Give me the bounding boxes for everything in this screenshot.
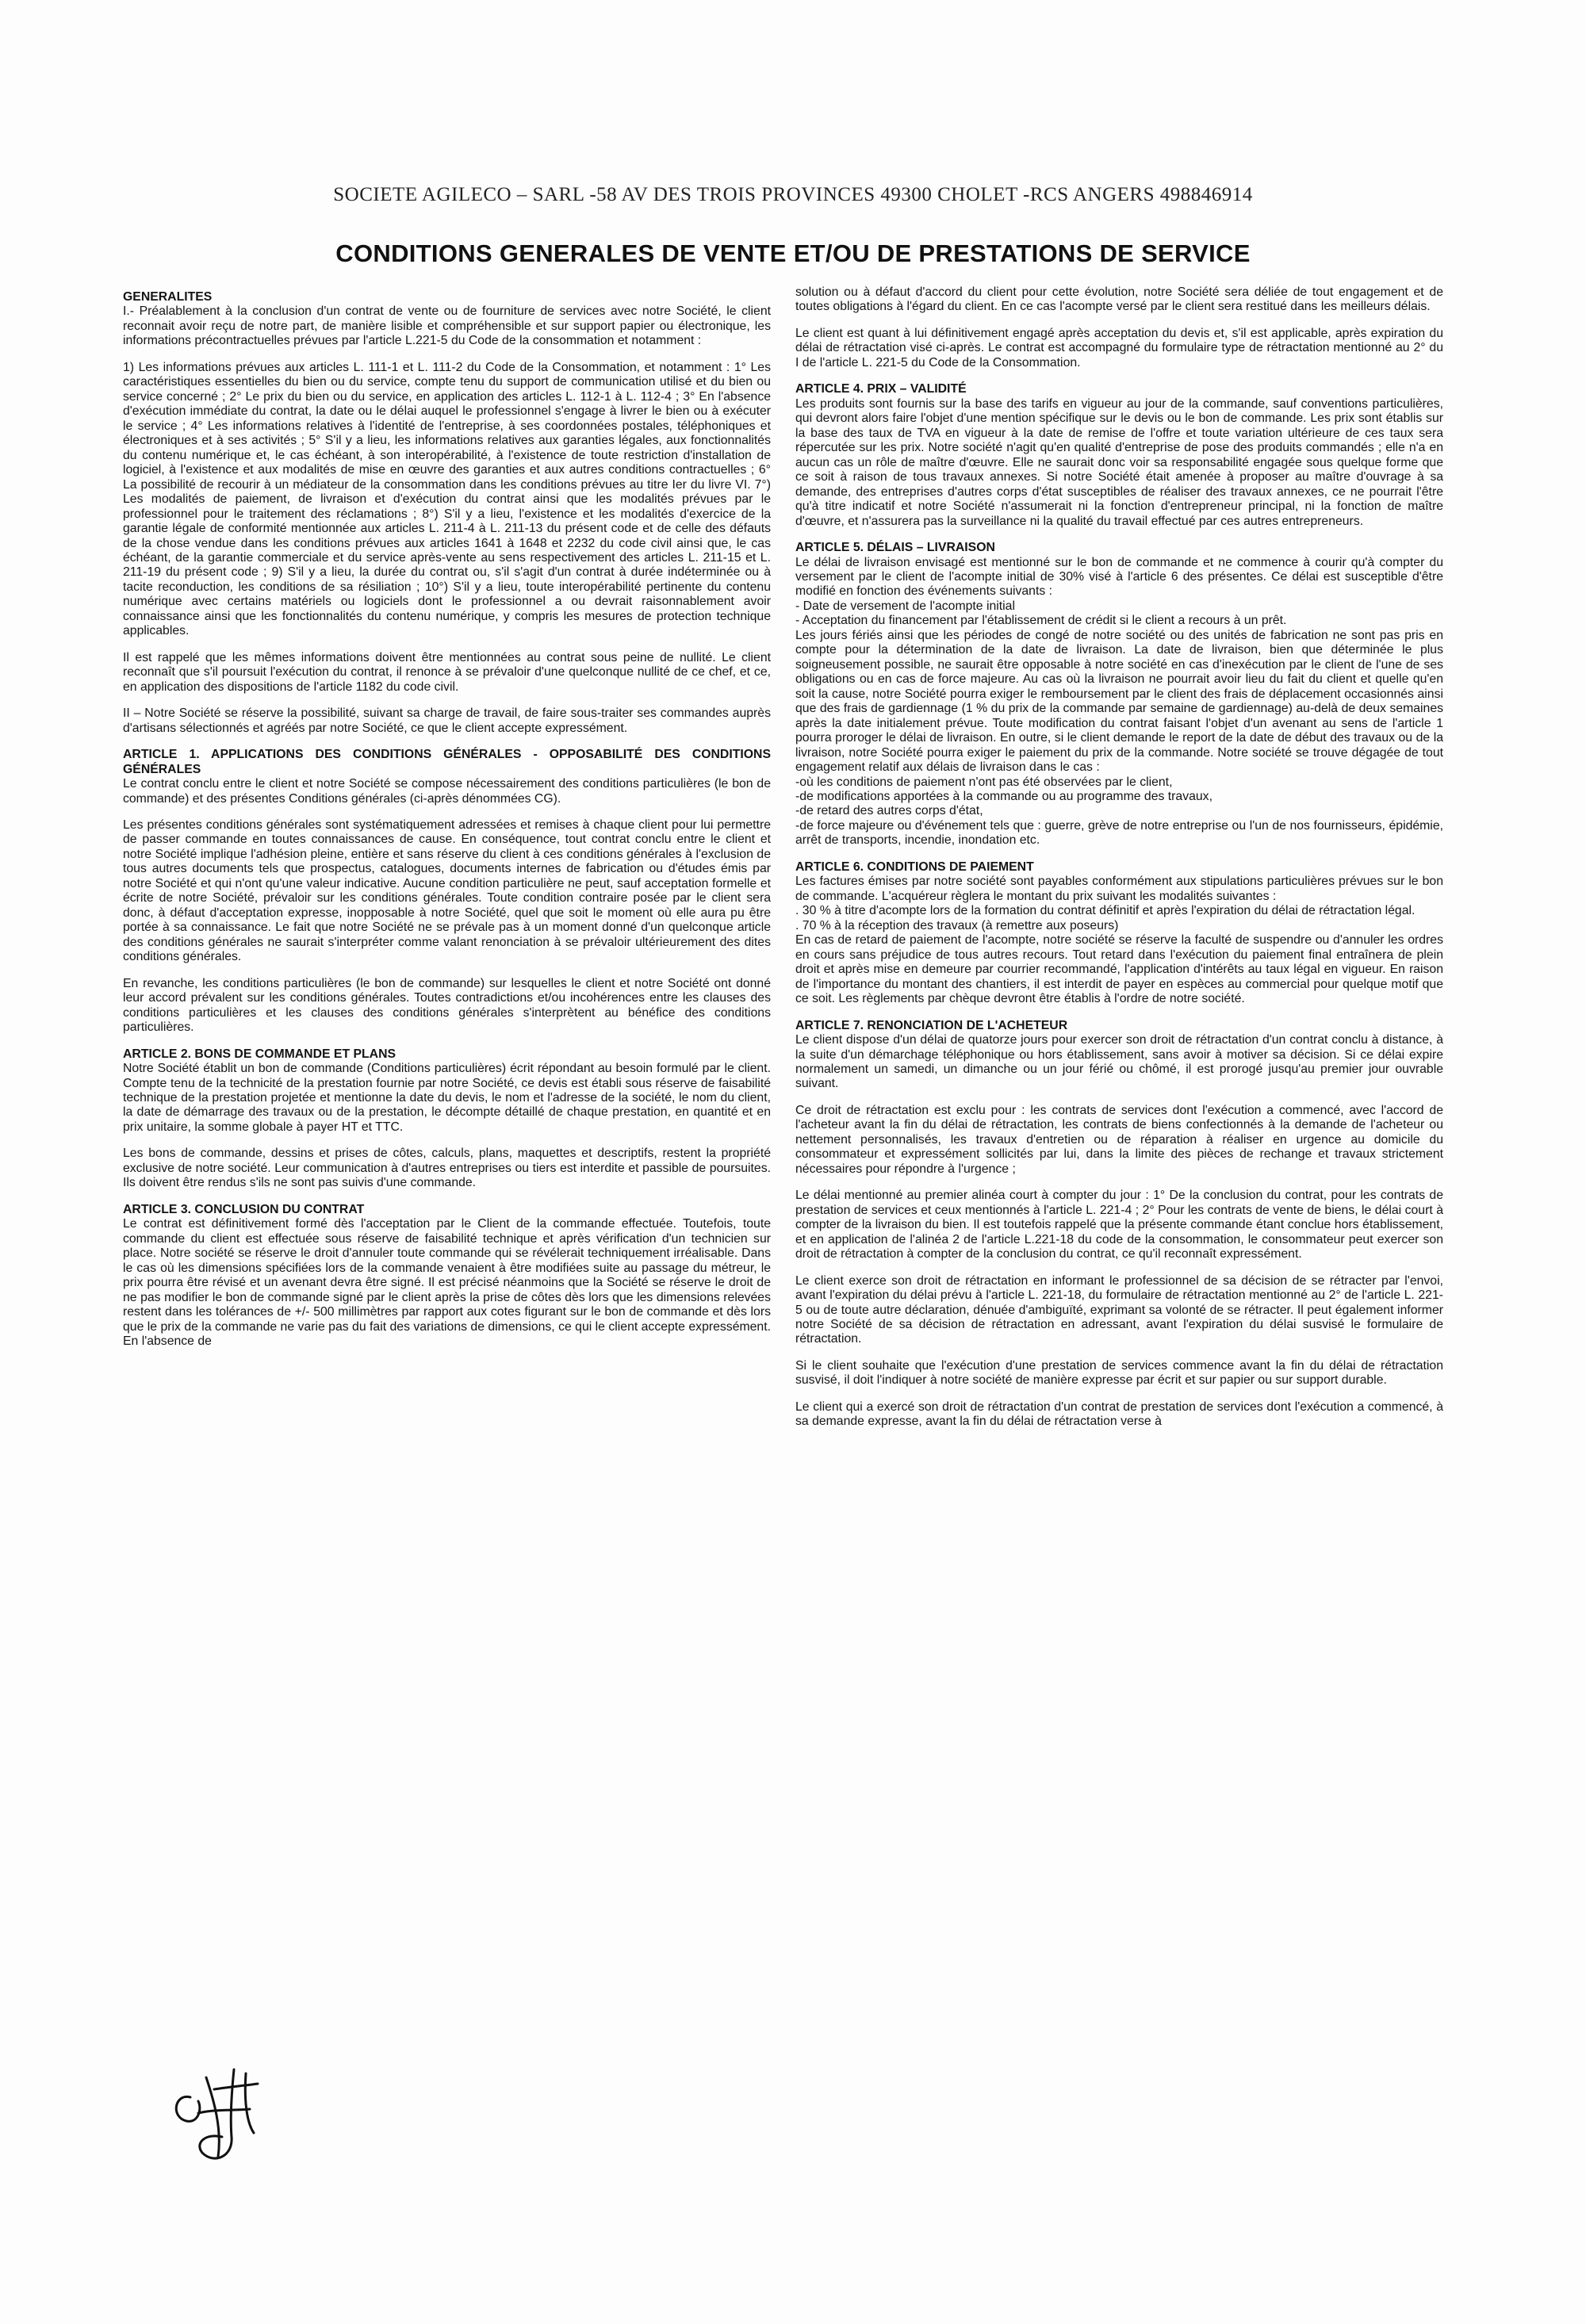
section-heading-article-2: ARTICLE 2. BONS DE COMMANDE ET PLANS: [123, 1047, 396, 1061]
paragraph: Les produits sont fournis sur la base des tarifs en vigueur au jour de la commande, sauf conventions particulières, qui devront alors faire l'objet d'une mention spécifique sur le devis ou le bon de commande. Les prix sont établis sur la base des taux de TVA en vigueur à la date de remise de l'offre et toute variation ultérieure de ces taux sera répercutée sur les prix. Notre société n'agit qu'en qualité d'entreprise de pose des produits commandés ; elle n'a en aucun cas un rôle de maître d'œuvre. Elle ne saurait donc voir sa responsabilité engagée sous quelque forme que ce soit à raison de tous travaux annexes. Si notre Société était amenée à proposer au maître d'ouvrage à sa demande, des entreprises d'autres corps d'état susceptibles de réaliser des travaux annexes, ce ne pourrait l'être qu'à titre indicatif et notre Société n'assumerait ni la fonction d'entrepreneur principal, ni la fonction de maître d'œuvre, et n'assurera pas la surveillance ni la qualité du travail effectué par ces autres entrepreneurs.: [795, 396, 1443, 528]
section-heading-article-4: ARTICLE 4. PRIX – VALIDITÉ: [795, 382, 967, 396]
list-item: -de force majeure ou d'événement tels que : guerre, grève de notre entreprise ou l'un de nos fournisseurs, épidémie, arrêt de transports, incendie, inondation etc.: [795, 818, 1443, 848]
right-column: [795, 285, 1443, 1982]
paragraph: Les jours fériés ainsi que les périodes de congé de notre société ou des unités de fabrication ne sont pas pris en compte pour la détermination de la date de livraison. La date de livraison, bien que déterminée le plus soigneusement possible, ne saurait être opposable à notre société en cas d'inexécution par le client de l'une de ses obligations ou en cas de force majeure. Au cas où la livraison ne pourrait avoir lieu du fait du client et quelle qu'en soit la cause, notre Société pourra exiger le remboursement par le client des frais de déplacement occasionnés ainsi que des frais de gardiennage (1 % du prix de la commande par semaine de gardiennage) au-delà de deux semaines après la date initialement prévue. Toute modification du contrat faisant l'objet d'un avenant au sens de l'article 1 pourra proroger le délai de livraison. En outre, si le client demande le report de la date de début des travaux ou de la livraison, notre Société pourra exiger le paiement du prix de la commande. Notre société se trouve dégagée de tout engagement relatif aux délais de livraison dans le cas :: [795, 628, 1443, 775]
section-heading-article-3: ARTICLE 3. CONCLUSION DU CONTRAT: [123, 1202, 365, 1216]
paragraph: II – Notre Société se réserve la possibilité, suivant sa charge de travail, de faire sous-traiter ses commandes auprès d'artisans sélectionnés et agréés par notre Société, ce que le client accepte expressément.: [123, 706, 771, 735]
paragraph: Ce droit de rétractation est exclu pour : les contrats de services dont l'exécution a commencé, avec l'accord de l'acheteur avant la fin du délai de rétractation, les contrats de biens confectionnés à la demande de l'acheteur ou nettement personnalisés, les travaux d'entretien ou de réparation à réaliser en urgence au domicile du consommateur et expressément sollicités par lui, dans la limite des pièces de rechange et travaux strictement nécessaires pour répondre à l'urgence ;: [795, 1103, 1443, 1176]
paragraph: Il est rappelé que les mêmes informations doivent être mentionnées au contrat sous peine de nullité. Le client reconnaît que s'il poursuit l'exécution du contrat, il renonce à se prévaloir d'une quelconque nullité de ce chef, et ce, en application des dispositions de l'article 1182 du code civil.: [123, 650, 771, 694]
paragraph: Si le client souhaite que l'exécution d'une prestation de services commence avant la fin du délai de rétractation susvisé, il doit l'indiquer à notre société de manière expresse par écrit et sur papier ou sur support durable.: [795, 1358, 1443, 1388]
paragraph: En revanche, les conditions particulières (le bon de commande) sur lesquelles le client et notre Société ont donné leur accord prévalent sur les conditions générales. Toutes contradictions et/ou incohérences entre les clauses des conditions particulières et les clauses des conditions générales s'interprètent au bénéfice des conditions particulières.: [123, 976, 771, 1035]
list-item: - Date de versement de l'acompte initial: [795, 599, 1015, 613]
list-item: -où les conditions de paiement n'ont pas été observées par le client,: [795, 775, 1173, 789]
handwritten-signature: [159, 2054, 317, 2173]
paragraph: Le contrat est définitivement formé dès l'acceptation par le Client de la commande effectuée. Toutefois, toute commande du client est effectuée sous réserve de faisabilité technique et après vérification d'un technicien sur place. Notre société se réserve le droit d'annuler toute commande qui se révélerait techniquement irréalisable. Dans le cas où les dimensions spécifiées lors de la commande venaient à être modifiées suite au passage du métreur, le prix pourra être révisé et un avenant devra être signé. Il est précisé néanmoins que la Société se réserve le droit de ne pas modifier le bon de commande signé par le client après la prise de côtes dès lors que les dimensions relevées restent dans les tolérances de +/- 500 millimètres par rapport aux cotes figurant sur le bon de commande et dès lors que le prix de la commande ne varie pas du fait des variations de dimensions, ce qui le client accepte expressément. En l'absence de: [123, 1217, 771, 1348]
company-header: SOCIETE AGILECO – SARL -58 AV DES TROIS PROVINCES 49300 CHOLET -RCS ANGERS 498846914: [333, 184, 1253, 205]
paragraph: I.- Préalablement à la conclusion d'un contrat de vente ou de fourniture de services avec notre Société, le client reconnait avoir reçu de notre part, de manière lisible et compréhensible et sur support papier ou électronique, les informations précontractuelles prévues par l'article L.221-5 du Code de la consommation et notamment :: [123, 304, 771, 348]
list-item: -de modifications apportées à la commande ou au programme des travaux,: [795, 790, 1212, 803]
list-item: -de retard des autres corps d'état,: [795, 804, 983, 818]
paragraph: Le client exerce son droit de rétractation en informant le professionnel de sa décision de se rétracter par l'envoi, avant l'expiration du délai prévu à l'article L. 221-18, du formulaire de rétractation mentionné au 2° de l'article L. 221-5 ou de toute autre déclaration, dénuée d'ambiguïté, exprimant sa volonté de se rétracter. Il peut également informer notre Société de sa décision de rétractation en adressant, avant l'expiration du délai susvisé le formulaire de rétractation.: [795, 1273, 1443, 1346]
paragraph: Les bons de commande, dessins et prises de côtes, calculs, plans, maquettes et descriptifs, restent la propriété exclusive de notre société. Leur communication à d'autres entreprises ou tiers est interdite et passible de poursuites. Ils doivent être rendus s'ils ne sont pas suivis d'une commande.: [123, 1147, 771, 1190]
paragraph: solution ou à défaut d'accord du client pour cette évolution, notre Société sera déliée de tout engagement et de toutes obligations à l'égard du client. En ce cas l'acompte versé par le client sera restitué dans les meilleurs délais.: [795, 285, 1443, 314]
paragraph: Le délai de livraison envisagé est mentionné sur le bon de commande et ne commence à courir qu'à compter du versement par le client de l'acompte initial de 30% visé à l'article 6 des présentes. Ce délai est susceptible d'être modifié en fonction des événements suivants :: [795, 555, 1443, 599]
section-heading-article-1: ARTICLE 1. APPLICATIONS DES CONDITIONS GÉNÉRALES - OPPOSABILITÉ DES CONDITIONS GÉNÉRALES: [123, 748, 771, 776]
paragraph: Le délai mentionné au premier alinéa court à compter du jour : 1° De la conclusion du contrat, pour les contrats de prestation de services et ceux mentionnés à l'article L. 221-4 ; 2° Pour les contrats de vente de biens, le délai court à compter de la livraison du bien. Il est toutefois rappelé que la présente commande étant conclue hors établissement, et en application de l'alinéa 2 de l'article L.221-18 du code de la consommation, le consommateur peut exercer son droit de rétractation à compter de la conclusion du contrat, ce qu'il reconnaît expressément.: [795, 1189, 1443, 1262]
paragraph: Les présentes conditions générales sont systématiquement adressées et remises à chaque client pour lui permettre de passer commande en toutes connaissances de cause. En conséquence, tout contrat conclu entre le client et notre Société implique l'adhésion pleine, entière et sans réserve du client à ces conditions générales à l'exclusion de tous autres documents tels que prospectus, catalogues, documents internes de fabrication ou d'études émis par notre Société et qui n'ont qu'une valeur indicative. Aucune condition particulière ne peut, sauf acceptation formelle et écrite de notre Société, prévaloir sur les conditions générales. Toute condition contraire posée par le client sera donc, à défaut d'acceptation expresse, inopposable à notre Société, quel que soit le moment où elle aura pu être portée à sa connaissance. Le fait que notre Société ne se prévale pas à un moment donné d'un quelconque article des conditions générales ne saurait s'interpréter comme valant renonciation à se prévaloir ultérieurement des dites conditions générales.: [123, 818, 771, 964]
list-item: . 70 % à la réception des travaux (à remettre aux poseurs): [795, 918, 1119, 932]
paragraph: Notre Société établit un bon de commande (Conditions particulières) écrit répondant au besoin formulé par le client. Compte tenu de la technicité de la prestation fournie par notre Société, ce devis est établi sous réserve de faisabilité technique de la prestation projetée et mentionne la date du devis, le nom et l'adresse de la société, le nom du client, la date de démarrage des travaux ou de la prestation, le décompte détaillé de chaque prestation, en quantité et en prix unitaire, la somme globale à payer HT et TTC.: [123, 1062, 771, 1134]
paragraph: Le client qui a exercé son droit de rétractation d'un contrat de prestation de services dont l'exécution a commencé, à sa demande expresse, avant la fin du délai de rétractation verse à: [795, 1399, 1443, 1429]
paragraph: Les factures émises par notre société sont payables conformément aux stipulations particulières prévues sur le bon de commande. L'acquéreur règlera le montant du prix suivant les modalités suivantes :: [795, 875, 1443, 903]
document-title: CONDITIONS GENERALES DE VENTE ET/OU DE PRESTATIONS DE SERVICE: [335, 239, 1251, 267]
list-item: . 30 % à titre d'acompte lors de la formation du contrat définitif et après l'expiration du délai de rétractation légal.: [795, 904, 1416, 918]
paragraph: Le client dispose d'un délai de quatorze jours pour exercer son droit de rétractation d'un contrat conclu à distance, à la suite d'un démarchage téléphonique ou hors établissement, sans avoir à motiver sa décision. Si ce délai expire normalement un samedi, un dimanche ou un jour férié ou chômé, il est prorogé jusqu'au premier jour ouvrable suivant.: [795, 1033, 1443, 1091]
section-heading-article-6: ARTICLE 6. CONDITIONS DE PAIEMENT: [795, 860, 1034, 874]
section-heading-generalites: GENERALITES: [123, 290, 213, 304]
list-item: - Acceptation du financement par l'établissement de crédit si le client a recours à un prêt.: [795, 614, 1287, 628]
paragraph: Le contrat conclu entre le client et notre Société se compose nécessairement des conditions particulières (le bon de commande) et des présentes Conditions générales (ci-après dénommées CG).: [123, 777, 771, 806]
section-heading-article-7: ARTICLE 7. RENONCIATION DE L'ACHETEUR: [795, 1018, 1068, 1032]
section-heading-article-5: ARTICLE 5. DÉLAIS – LIVRAISON: [795, 541, 995, 555]
paragraph: Le client est quant à lui définitivement engagé après acceptation du devis et, s'il est applicable, après expiration du délai de rétractation visé ci-après. Le contrat est accompagné du formulaire type de rétractation mentionné au 2° du I de l'article L. 221-5 du Code de la Consommation.: [795, 326, 1443, 369]
left-column: [123, 282, 771, 1979]
paragraph: En cas de retard de paiement de l'acompte, notre société se réserve la faculté de suspendre ou d'annuler les ordres en cours sans préjudice de tous autres recours. Tout retard dans l'exécution du paiement final entraînera de plein droit et après mise en demeure par courrier recommandé, l'application d'intérêts au taux légal en vigueur. En raison de l'importance du montant des chantiers, il est interdit de payer en espèces au commercial pour quelque motif que ce soit. Les règlements par chèque devront être établis à l'ordre de notre société.: [795, 933, 1443, 1006]
paragraph: 1) Les informations prévues aux articles L. 111-1 et L. 111-2 du Code de la Consommation, et notamment : 1° Les caractéristiques essentielles du bien ou du service, compte tenu du support de communication utilisé et du bien ou service concerné ; 2° Le prix du bien ou du service, en application des articles L. 112-1 à L. 112-4 ; 3° En l'absence d'exécution immédiate du contrat, la date ou le délai auquel le professionnel s'engage à livrer le bien ou à exécuter le service ; 4° Les informations relatives à l'identité de l'entreprise, à ses coordonnées postales, téléphoniques et électroniques et à ses activités ; 5° S'il y a lieu, les informations relatives aux garanties légales, aux fonctionnalités du contenu numérique et, le cas échéant, à son interopérabilité, à l'existence de toute restriction d'installation de logiciel, à l'existence et aux modalités de mise en œuvre des garanties et aux autres conditions contractuelles ; 6° La possibilité de recourir à un médiateur de la consommation dans les conditions prévues au titre Ier du livre VI. 7°) Les modalités de paiement, de livraison et d'exécution du contrat ainsi que les modalités prévues par le professionnel pour le traitement des réclamations ; 8°) S'il y a lieu, l'existence et les modalités d'exercice de la garantie légale de conformité mentionnée aux articles L. 211-4 à L. 211-13 du présent code et de celle des défauts de la chose vendue dans les conditions prévues aux articles 1641 à 1648 et 2232 du code civil ainsi que, le cas échéant, de la garantie commerciale et du service après-vente au sens respectivement des articles L. 211-15 et L. 211-19 du présent code ; 9) S'il y a lieu, la durée du contrat ou, s'il s'agit d'un contrat à durée indéterminée ou à tacite reconduction, les conditions de sa résiliation ; 10°) S'il y a lieu, toute interopérabilité pertinente du contenu numérique avec certains matériels ou logiciels dont le professionnel a ou devrait raisonnablement avoir connaissance ainsi que les fonctionnalités du contenu numérique, y compris les mesures de protection technique applicables.: [123, 360, 771, 638]
